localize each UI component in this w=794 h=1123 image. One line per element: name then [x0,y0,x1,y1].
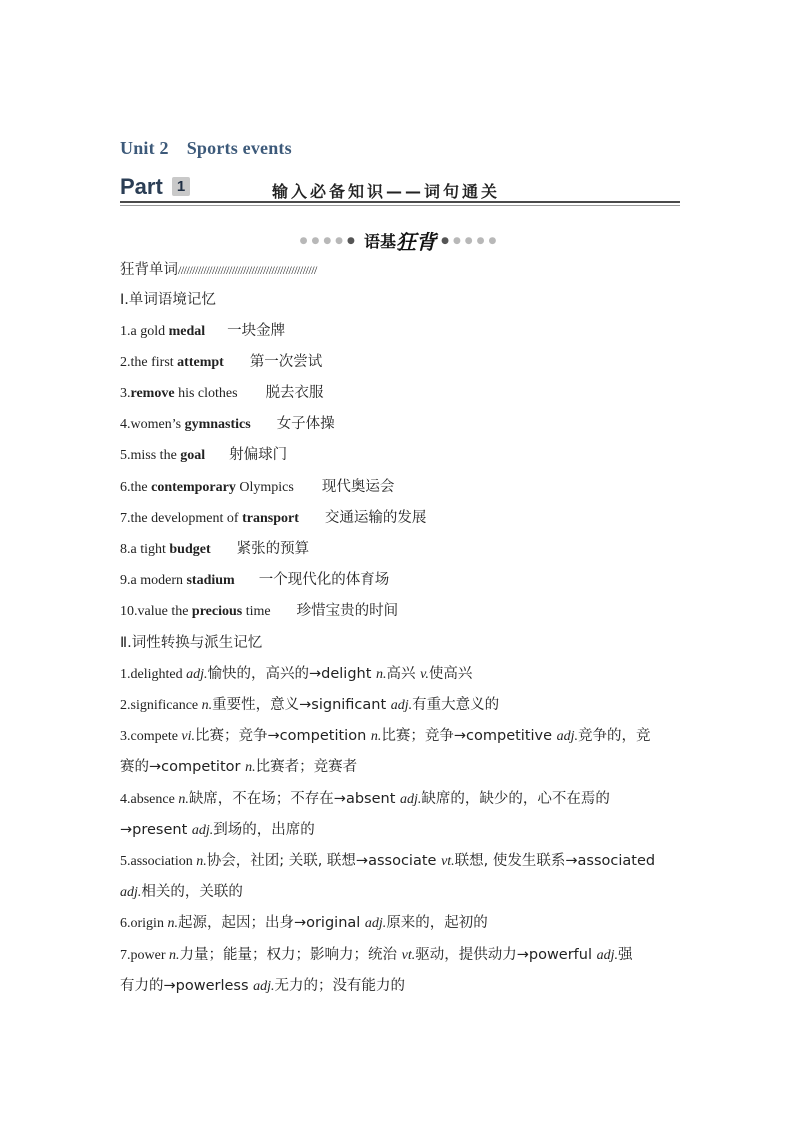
intro-label: 狂背单词 [120,262,178,278]
dots-right-icon: ●●●●● [441,235,501,246]
list-item: 9.a modern stadium 一个现代化的体育场 [120,572,390,588]
list-item: 5.miss the goal 射偏球门 [120,447,288,463]
part-number-badge: 1 [172,177,190,196]
unit-label: Unit 2 [120,138,169,158]
derivation-line: 4.absence n.缺席，不在场；不存在→absent adj.缺席的，缺少的，心不在焉的 [120,791,610,807]
section2-heading: Ⅱ.词性转换与派生记忆 [120,635,263,651]
dots-left-icon: ●●●●● [299,235,359,246]
list-item: 4.women’s gymnastics 女子体操 [120,416,335,432]
list-item: 2.the first attempt 第一次尝试 [120,354,323,370]
derivation-line-cont: 赛的→competitor n.比赛者；竞赛者 [120,759,358,775]
section1-heading: Ⅰ.单词语境记忆 [120,292,216,308]
header-rule-thin [120,205,680,206]
derivation-line: 3.compete vi.比赛；竞争→competition n.比赛；竞争→competitive adj.竞争的，竞 [120,728,651,744]
section-banner [280,226,520,252]
part-subtitle: 输入必备知识——词句通关 [272,182,501,201]
derivation-line: 7.power n.力量；能量；权力；影响力；统治 vt.驱动，提供动力→powerful adj.强 [120,947,633,963]
intro-slashes: ///////////////////////////////////////////////// [178,263,317,277]
derivation-line: 2.significance n.重要性，意义→significant adj.有重大意义的 [120,697,500,713]
list-item: 10.value the precious time 珍惜宝贵的时间 [120,603,399,619]
derivation-line-cont: →present adj.到场的，出席的 [120,822,315,838]
list-item: 1.a gold medal 一块金牌 [120,323,286,339]
list-item: 3.remove his clothes 脱去衣服 [120,385,324,401]
banner-text-a: 语基 [363,232,396,251]
derivation-line-cont: adj.相关的，关联的 [120,884,243,900]
derivation-line-cont: 有力的→powerless adj.无力的；没有能力的 [120,978,406,994]
list-item: 8.a tight budget 紧张的预算 [120,541,310,557]
list-item: 7.the development of transport 交通运输的发展 [120,510,427,526]
derivation-line: 1.delighted adj.愉快的，高兴的→delight n.高兴 v.使高兴 [120,666,473,682]
banner-text-b: 狂背 [396,230,436,254]
unit-title [120,138,292,159]
part-word: Part [120,174,163,199]
intro-line [120,260,317,281]
unit-name: Sports events [186,138,292,158]
header-rule-thick [120,201,680,203]
derivation-line: 5.association n.协会，社团; 关联, 联想→associate vt.联想, 使发生联系→associated [120,853,656,869]
derivation-line: 6.origin n.起源，起因；出身→original adj.原来的，起初的 [120,915,488,931]
part-header [120,174,680,206]
list-item: 6.the contemporary Olympics 现代奥运会 [120,479,395,495]
